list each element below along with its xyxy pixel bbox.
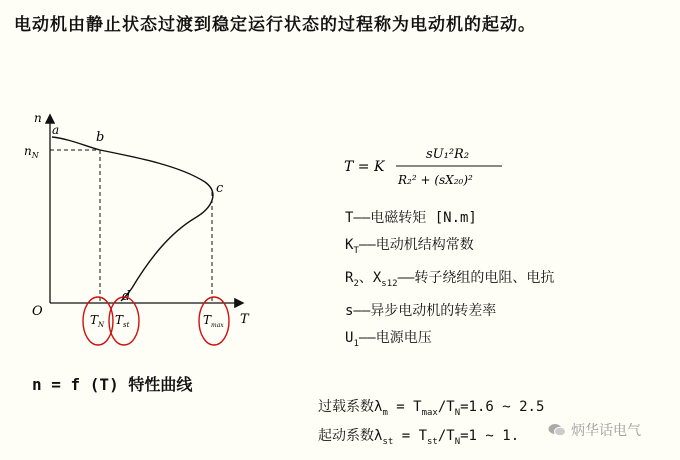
torque-formula — [342, 142, 512, 192]
origin-label: O — [32, 304, 43, 319]
x-axis-label: T — [240, 312, 249, 327]
characteristic-curve-graph — [20, 108, 260, 353]
def-kt: $K_T——$电动机结构常数 — [345, 237, 474, 256]
nN-label: $n_N$ — [24, 144, 39, 160]
y-axis-label: n — [34, 111, 42, 125]
point-c-label: c — [216, 181, 224, 196]
formula-denominator: R₂² + (sX₂₀)² — [398, 173, 473, 187]
watermark — [548, 420, 641, 440]
starting-coefficient: 起动系数$\lambda_{st} = T_{st}/T_N=1$ ~ 1. — [318, 427, 520, 447]
curve-caption: n = f (T) 特性曲线 — [32, 375, 193, 394]
point-a-label: a — [52, 123, 60, 137]
point-d-label: d — [122, 289, 131, 304]
torque-speed-curve — [52, 137, 213, 301]
def-u1: $U_1——$电源电压 — [345, 329, 432, 349]
TN-label: $T_N$ — [90, 313, 105, 329]
page-title: 电动机由静止状态过渡到稳定运行状态的过程称为电动机的起动。 — [14, 15, 536, 35]
formula-numerator: sU₁²R₂ — [426, 147, 470, 162]
watermark-text: 炳华话电气 — [571, 423, 641, 439]
def-slip: s——异步电动机的转差率 — [345, 302, 497, 319]
Tmax-label: $T_{max}$ — [203, 313, 224, 329]
point-b-label: b — [96, 130, 105, 145]
Tst-label: $T_{st}$ — [115, 313, 130, 329]
formula-lhs: T = K — [344, 159, 385, 175]
def-torque: T——电磁转矩 [N.m] — [345, 210, 477, 226]
overload-coefficient: 过载系数$\lambda_m = T_{max}/T_N=1.6$ ~ 2.5 — [318, 399, 545, 418]
wechat-icon — [548, 423, 566, 437]
variable-definitions — [345, 205, 554, 357]
def-r2-x: $R_2$、$X_{s12}——$转子绕组的电阻、电抗 — [345, 269, 555, 289]
coefficients — [318, 396, 544, 454]
